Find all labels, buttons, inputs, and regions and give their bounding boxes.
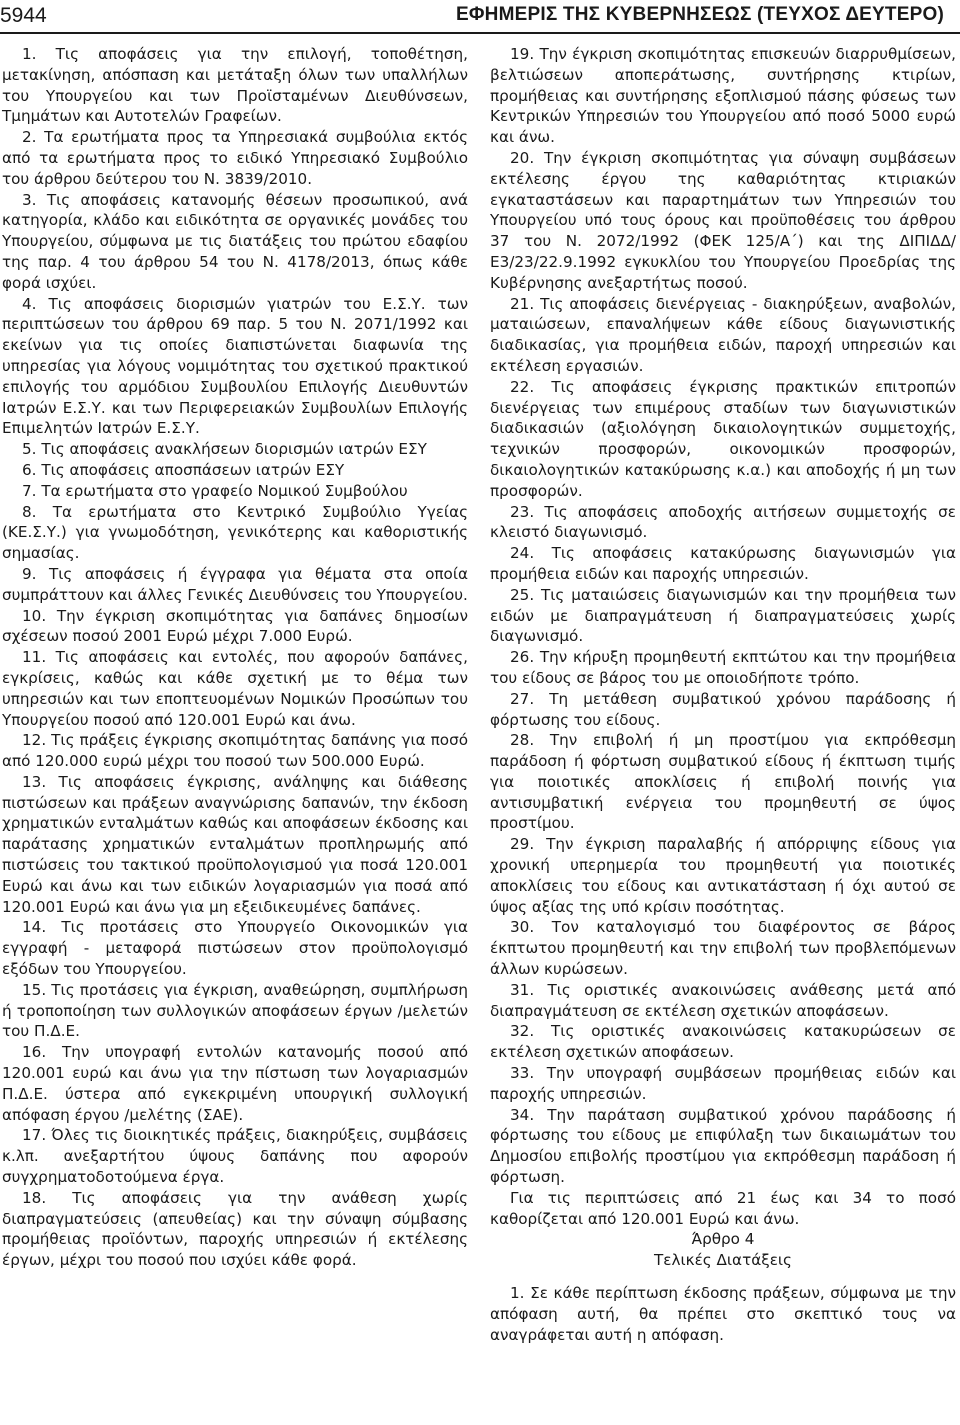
paragraph-12: 12. Τις πράξεις έγκρισης σκοπιμότητας δαπάνης για ποσό από 120.000 ευρώ μέχρι του ποσού των 500.000 Ευρώ. (2, 731, 468, 771)
paragraph-15: 15. Τις προτάσεις για έγκριση, αναθεώρηση, συμπλήρωση ή τροποποίηση των συλλογικών αποφάσεων έργων /μελετών του Π.Δ.Ε. (2, 980, 468, 1041)
paragraph-28: 28. Την επιβολή ή μη προστίμου για εκπρόθεσμη παράδοση ή φόρτωση συμβατικού είδους ή έκπτωση τιμής για ποιοτικές αποκλίσεις ή επιβολή ποινής για αντισυμβατική ενέργεια του προμηθευτή σε ύψος προστίμου. (490, 731, 956, 833)
paragraph-24: 24. Τις αποφάσεις κατακύρωσης διαγωνισμών για προμήθεια ειδών και παροχής υπηρεσιών. (490, 544, 956, 583)
paragraph-25: 25. Τις ματαιώσεις διαγωνισμών και την προμήθεια των ειδών με διαπραγμάτευση ή διαπραγματεύσεις χωρίς διαγωνισμό. (490, 585, 956, 646)
paragraph-30: 30. Τον καταλογισμό του διαφέροντος σε βάρος έκπτωτου προμηθευτή και την επιβολή των προβλεπόμενων άλλων κυρώσεων. (490, 918, 956, 979)
paragraph-18: 18. Τις αποφάσεις για την ανάθεση χωρίς διαπραγματεύσεις (απευθείας) και την σύναψη σύμβασης προμήθειας προϊόντων, παροχής υπηρεσιών ή εκτέλεσης έργων, μέχρι του ποσού που ισχύει κάθε φορά. (2, 1188, 468, 1270)
paragraph-31: 31. Τις οριστικές ανακοινώσεις ανάθεσης μετά από διαπραγμάτευση σε εκτέλεση σχετικών αποφάσεων. (490, 980, 956, 1020)
paragraph-34: 34. Την παράταση συμβατικού χρόνου παράδοσης ή φόρτωσης του είδους με επιφύλαξη των δικαιωμάτων του Δημοσίου επιβολής προστίμου για εκπρόθεσμη παράδοση ή φόρτωση. (490, 1105, 956, 1187)
page-number: 5944 (0, 4, 47, 27)
paragraph-9: 9. Τις αποφάσεις ή έγγραφα για θέματα στα οποία συμπράττουν και άλλες Γενικές Διευθύνσεις του Υπουργείου. (2, 564, 468, 604)
article-title: Τελικές Διατάξεις (654, 1251, 792, 1270)
paragraph-13: 13. Τις αποφάσεις έγκρισης, ανάληψης και διάθεσης πιστώσεων και πράξεων αναγνώρισης δαπανών, την έκδοση χρηματικών ενταλμάτων καθώς και αποφάσεων έκδοσης και παράτασης χρηματικών ενταλμάτων προπληρωμής από πιστώσεις του τακτικού προϋπολογισμού για ποσά 120.001 Ευρώ και άνω και των ειδικών λογαριασμών για ποσά από 120.001 Ευρώ και άνω για μη εξειδικευμένες δαπάνες. (2, 772, 468, 916)
paragraph-1: 1. Τις αποφάσεις για την επιλογή, τοποθέτηση, μετακίνηση, απόσπαση και μετάταξη όλων των υπαλλήλων του Υπουργείου και των Προϊσταμένων Διευθύνσεων, Τμημάτων και Αυτοτελών Γραφείων. (2, 45, 468, 126)
article-number: Άρθρο 4 (691, 1230, 755, 1249)
left-column (2, 44, 468, 1271)
paragraph-2: 2. Τα ερωτήματα προς τα Υπηρεσιακά συμβούλια εκτός από τα ερωτήματα προς το ειδικό Υπηρεσιακό Συμβούλιο του άρθρου δεύτερου του Ν. 3839/2010. (2, 128, 468, 188)
header-rule (0, 32, 960, 34)
paragraph-10: 10. Την έγκριση σκοπιμότητας για δαπάνες δημοσίων σχέσεων ποσού 2001 Ευρώ μέχρι 7.000 Ευρώ. (2, 606, 468, 646)
paragraph-7: 7. Τα ερωτήματα στο γραφείο Νομικού Συμβούλου (22, 481, 408, 500)
paragraph-32: 32. Τις οριστικές ανακοινώσεις κατακυρώσεων σε εκτέλεση σχετικών αποφάσεων. (490, 1022, 956, 1062)
paragraph-3: 3. Τις αποφάσεις κατανομής θέσεων προσωπικού, ανά κατηγορία, κλάδο και ειδικότητα σε οργανικές μονάδες του Υπουργείου, σύμφωνα με τις διατάξεις του πρώτου εδαφίου της παρ. 4 του άρθρου 54 του Ν. 4178/2013, όπως κάθε φορά ισχύει. (2, 190, 468, 292)
paragraph-5: 5. Τις αποφάσεις ανακλήσεων διορισμών ιατρών ΕΣΥ (22, 440, 427, 459)
paragraph-14: 14. Τις προτάσεις στο Υπουργείο Οικονομικών για εγγραφή - μεταφορά πιστώσεων στον προϋπολογισμό εξόδων του Υπουργείου. (2, 918, 468, 979)
paragraph-21: 21. Τις αποφάσεις διενέργειας - διακηρύξεων, αναβολών, ματαιώσεων, επαναλήψεων κάθε είδους διαγωνιστικής διαδικασίας, για προμήθεια ειδών, παροχή υπηρεσιών και εκτέλεση εργασιών. (490, 294, 956, 375)
paragraph-26: 26. Την κήρυξη προμηθευτή εκπτώτου και την προμήθεια του είδους σε βάρος του με οποιοδήποτε τρόπο. (490, 648, 956, 687)
paragraph-6: 6. Τις αποφάσεις αποσπάσεων ιατρών ΕΣΥ (22, 460, 345, 479)
paragraph-20: 20. Την έγκριση σκοπιμότητας για σύναψη συμβάσεων εκτέλεσης έργου της καθαριότητας κτιριακών εγκαταστάσεων και παραρτημάτων των Υπηρεσιών του Υπουργείου υπό τους όρους και προϋποθέσεις του άρθρου 37 του Ν. 2072/1992 (ΦΕΚ 125/Α΄) και της ΔΙΠΙΔΔ/ Ε3/23/22.9.1992 εγκυκλίου του Υπουργείου Προεδρίας της Κυβέρνησης ανεξαρτήτως ποσού. (490, 148, 956, 292)
paragraph-8: 8. Τα ερωτήματα στο Κεντρικό Συμβούλιο Υγείας (ΚΕ.Σ.Υ.) για γνωμοδότηση, γενικότερης και καθοριστικής σημασίας. (2, 502, 468, 563)
gazette-title: ΕΦΗΜΕΡΙΣ ΤΗΣ ΚΥΒΕΡΝΗΣΕΩΣ (ΤΕΥΧΟΣ ΔΕΥΤΕΡΟ) (456, 4, 944, 25)
article-paragraph-1: 1. Σε κάθε περίπτωση έκδοσης πράξεων, σύμφωνα με την απόφαση αυτή, θα πρέπει στο σκεπτικό τους να αναγράφεται αυτή η απόφαση. (490, 1284, 956, 1344)
paragraph-19: 19. Την έγκριση σκοπιμότητας επισκευών διαρρυθμίσεων, βελτιώσεων αποπεράτωσης, συντήρησης κτιρίων, προμήθειας και συντήρησης εξοπλισμού πάσης φύσεως των Κεντρικών Υπηρεσιών του Υπουργείου από ποσό 5000 ευρώ και άνω. (490, 45, 956, 147)
amount-note: Για τις περιπτώσεις από 21 έως και 34 το ποσό καθορίζεται από 120.001 Ευρώ και άνω. (490, 1188, 956, 1228)
paragraph-29: 29. Την έγκριση παραλαβής ή απόρριψης είδους για χρονική υπερημερία του προμηθευτή για ποιοτικές αποκλίσεις του είδους και αντικατάσταση ή όχι αυτού σε ύψος αξίας της υπό κρίσιν ποσότητας. (490, 835, 956, 916)
paragraph-22: 22. Τις αποφάσεις έγκρισης πρακτικών επιτροπών διενέργειας των επιμέρους σταδίων των διαγωνιστικών διαδικασιών (αξιολόγηση δικαιολογητικών συμμετοχής, τεχνικών προσφορών, οικονομικών προσφορών, δικαιολογητικών κατακύρωσης κ.α.) και αποδοχής ή μη των προσφορών. (490, 377, 956, 500)
paragraph-33: 33. Την υπογραφή συμβάσεων προμήθειας ειδών και παροχής υπηρεσιών. (490, 1064, 956, 1103)
paragraph-4: 4. Τις αποφάσεις διορισμών γιατρών του Ε.Σ.Υ. των περιπτώσεων του άρθρου 69 παρ. 5 του Ν. 2071/1992 και εκείνων για τις οποίες διαπιστώνεται διαφωνία της υπηρεσίας για λόγους νομιμότητας του σχετικού πρακτικού επιλογής του αρμόδιου Συμβουλίου Επιλογής Διευθυντών Ιατρών Ε.Σ.Υ. και των Περιφερειακών Συμβουλίων Επιλογής Επιμελητών Ιατρών Ε.Σ.Υ. (2, 294, 468, 438)
paragraph-17: 17. Όλες τις διοικητικές πράξεις, διακηρύξεις, συμβάσεις κ.λπ. ανεξαρτήτου ύψους δαπάνης που αφορούν συγχρηματοδοτούμενα έργα. (2, 1126, 468, 1187)
paragraph-11: 11. Τις αποφάσεις και εντολές, που αφορούν δαπάνες, εγκρίσεις, καθώς και κάθε σχετική με το θέμα των υπηρεσιών και των εποπτευομένων Νομικών Προσώπων του Υπουργείου ποσού από 120.001 Ευρώ και άνω. (2, 648, 468, 729)
paragraph-23: 23. Τις αποφάσεις αποδοχής αιτήσεων συμμετοχής σε κλειστό διαγωνισμό. (490, 502, 956, 542)
paragraph-27: 27. Τη μετάθεση συμβατικού χρόνου παράδοσης ή φόρτωσης του είδους. (490, 689, 956, 729)
page-header (0, 0, 960, 40)
paragraph-16: 16. Την υπογραφή εντολών κατανομής ποσού από 120.001 ευρώ και άνω για την πίστωση των λογαριασμών Π.Δ.Ε. ύστερα από εγκεκριμένη υπουργική συλλογική απόφαση έργου /μελέτης (ΣΑΕ). (2, 1043, 468, 1124)
right-column (490, 44, 956, 1345)
